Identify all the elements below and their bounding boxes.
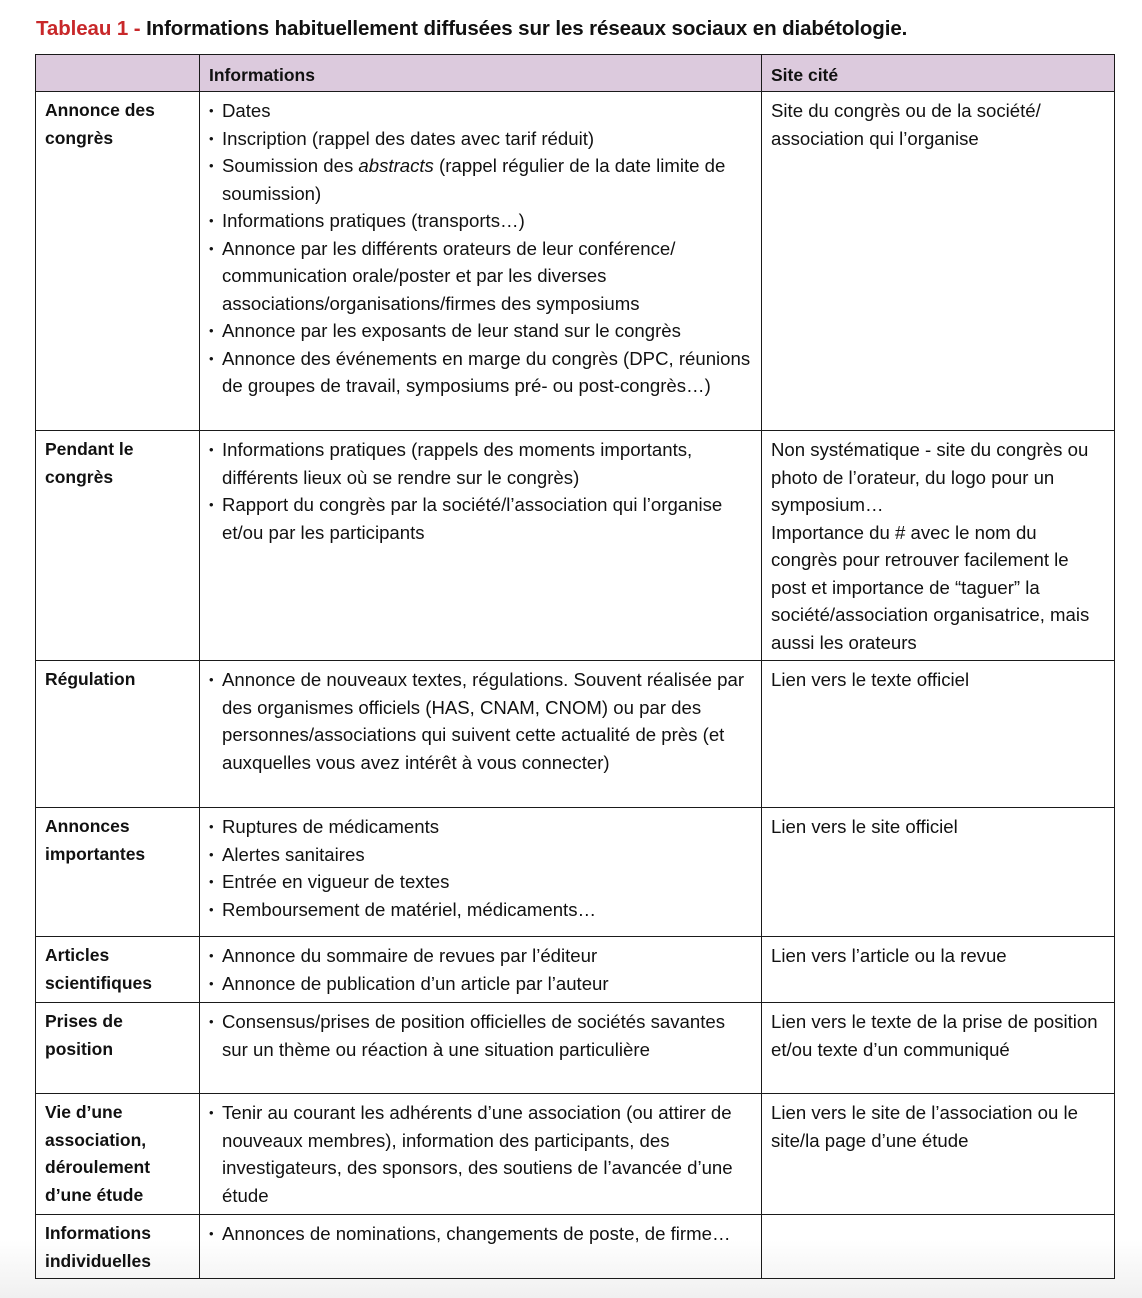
list-item: • Informations pratiques (rappels des moments importants, différents lieux où se rendre sur le congrès) [209, 436, 752, 491]
list-item: • Annonce des événements en marge du congrès (DPC, réunions de groupes de travail, symposiums pré- ou post-congrès…) [209, 345, 752, 400]
category-cell: Pendant le congrès [36, 431, 200, 661]
list-item: • Tenir au courant les adhérents d’une association (ou attirer de nouveaux membres), information des participants, des investigateurs, des sponsors, des soutiens de l’avancée d’une étude [209, 1099, 752, 1209]
list-item: • Annonce par les exposants de leur stand sur le congrès [209, 317, 752, 345]
informations-cell [200, 431, 762, 661]
site-cell [762, 808, 1115, 937]
list-item: • Annonce du sommaire de revues par l’éditeur [209, 942, 752, 970]
list-item: • Dates [209, 97, 752, 125]
table-row [36, 1094, 1115, 1215]
header-category [36, 55, 200, 92]
list-item: • Ruptures de médicaments [209, 813, 752, 841]
table-row [36, 808, 1115, 937]
site-text: Importance du # avec le nom du congrès pour retrouver facilement le post et importance de “taguer” la société/association organisatrice, mais aussi les orateurs [771, 521, 1090, 653]
site-cell [762, 431, 1115, 661]
informations-cell [200, 661, 762, 808]
header-row [36, 55, 1115, 92]
site-text: Lien vers le site officiel [771, 816, 958, 837]
list-item: • Inscription (rappel des dates avec tarif réduit) [209, 125, 752, 153]
informations-cell [200, 808, 762, 937]
category-cell: Vie d’une association, déroulement d’une étude [36, 1094, 200, 1215]
category-cell: Articles scientifiques [36, 937, 200, 1003]
informations-cell [200, 1094, 762, 1215]
info-table [35, 54, 1115, 1279]
informations-cell [200, 1003, 762, 1094]
table-title: Informations habituellement diffusées sur les réseaux sociaux en diabétologie. [146, 17, 908, 40]
informations-cell [200, 1215, 762, 1279]
table-number: Tableau 1 - [36, 17, 147, 40]
table-row [36, 1215, 1115, 1279]
list-item: • Consensus/prises de position officielles de sociétés savantes sur un thème ou réaction à une situation particulière [209, 1008, 752, 1063]
table-row [36, 661, 1115, 808]
text-span: Soumission des [222, 155, 359, 176]
site-text: Lien vers le texte officiel [771, 669, 970, 690]
header-site: Site cité [762, 55, 1115, 92]
site-cell [762, 661, 1115, 808]
header-informations: Informations [200, 55, 762, 92]
list-item: • Informations pratiques (transports…) [209, 207, 752, 235]
site-text: Non systématique - site du congrès ou photo de l’orateur, du logo pour un symposium… [771, 439, 1089, 515]
table-row [36, 92, 1115, 431]
info-list [209, 813, 752, 923]
list-item: • Annonce de publication d’un article par l’auteur [209, 970, 752, 998]
table-row [36, 937, 1115, 1003]
italic-term: abstracts [358, 155, 434, 176]
table-row [36, 431, 1115, 661]
text-span: (rappel régulier de la date limite de soumission) [222, 155, 726, 204]
list-item: • Alertes sanitaires [209, 841, 752, 869]
info-list [209, 436, 752, 546]
category-cell: Annonce des congrès [36, 92, 200, 431]
site-cell-empty [762, 1215, 1115, 1279]
table-caption [36, 17, 907, 41]
informations-cell [200, 937, 762, 1003]
list-item: • Annonces de nominations, changements de poste, de firme… [209, 1220, 752, 1248]
list-item: • Entrée en vigueur de textes [209, 868, 752, 896]
info-list [209, 1220, 752, 1248]
list-item: • Remboursement de matériel, médicaments… [209, 896, 752, 924]
site-text: Lien vers le texte de la prise de position et/ou texte d’un communiqué [771, 1011, 1098, 1060]
list-item [209, 152, 752, 207]
list-item: • Annonce par les différents orateurs de leur conférence/ communication orale/poster et par les diverses associations/organisations/firmes des symposiums [209, 235, 752, 318]
info-list [209, 97, 752, 400]
list-item: • Annonce de nouveaux textes, régulations. Souvent réalisée par des organismes officiels (HAS, CNAM, CNOM) ou par des personnes/associations qui suivent cette actualité de près (et auxquelles vous avez intérêt à vous connecter) [209, 666, 752, 776]
site-cell [762, 937, 1115, 1003]
category-cell: Informations individuelles [36, 1215, 200, 1279]
informations-cell [200, 92, 762, 431]
category-cell: Annonces importantes [36, 808, 200, 937]
category-cell: Régulation [36, 661, 200, 808]
site-cell [762, 92, 1115, 431]
category-cell: Prises de position [36, 1003, 200, 1094]
info-list [209, 942, 752, 997]
list-item: • Rapport du congrès par la société/l’association qui l’organise et/ou par les participants [209, 491, 752, 546]
site-cell [762, 1094, 1115, 1215]
site-text: Lien vers le site de l’association ou le site/la page d’une étude [771, 1102, 1078, 1151]
info-list [209, 1099, 752, 1209]
table-row [36, 1003, 1115, 1094]
site-text: Site du congrès ou de la société/ association qui l’organise [771, 100, 1041, 149]
site-text: Lien vers l’article ou la revue [771, 945, 1007, 966]
info-list [209, 666, 752, 776]
info-list [209, 1008, 752, 1063]
site-cell [762, 1003, 1115, 1094]
